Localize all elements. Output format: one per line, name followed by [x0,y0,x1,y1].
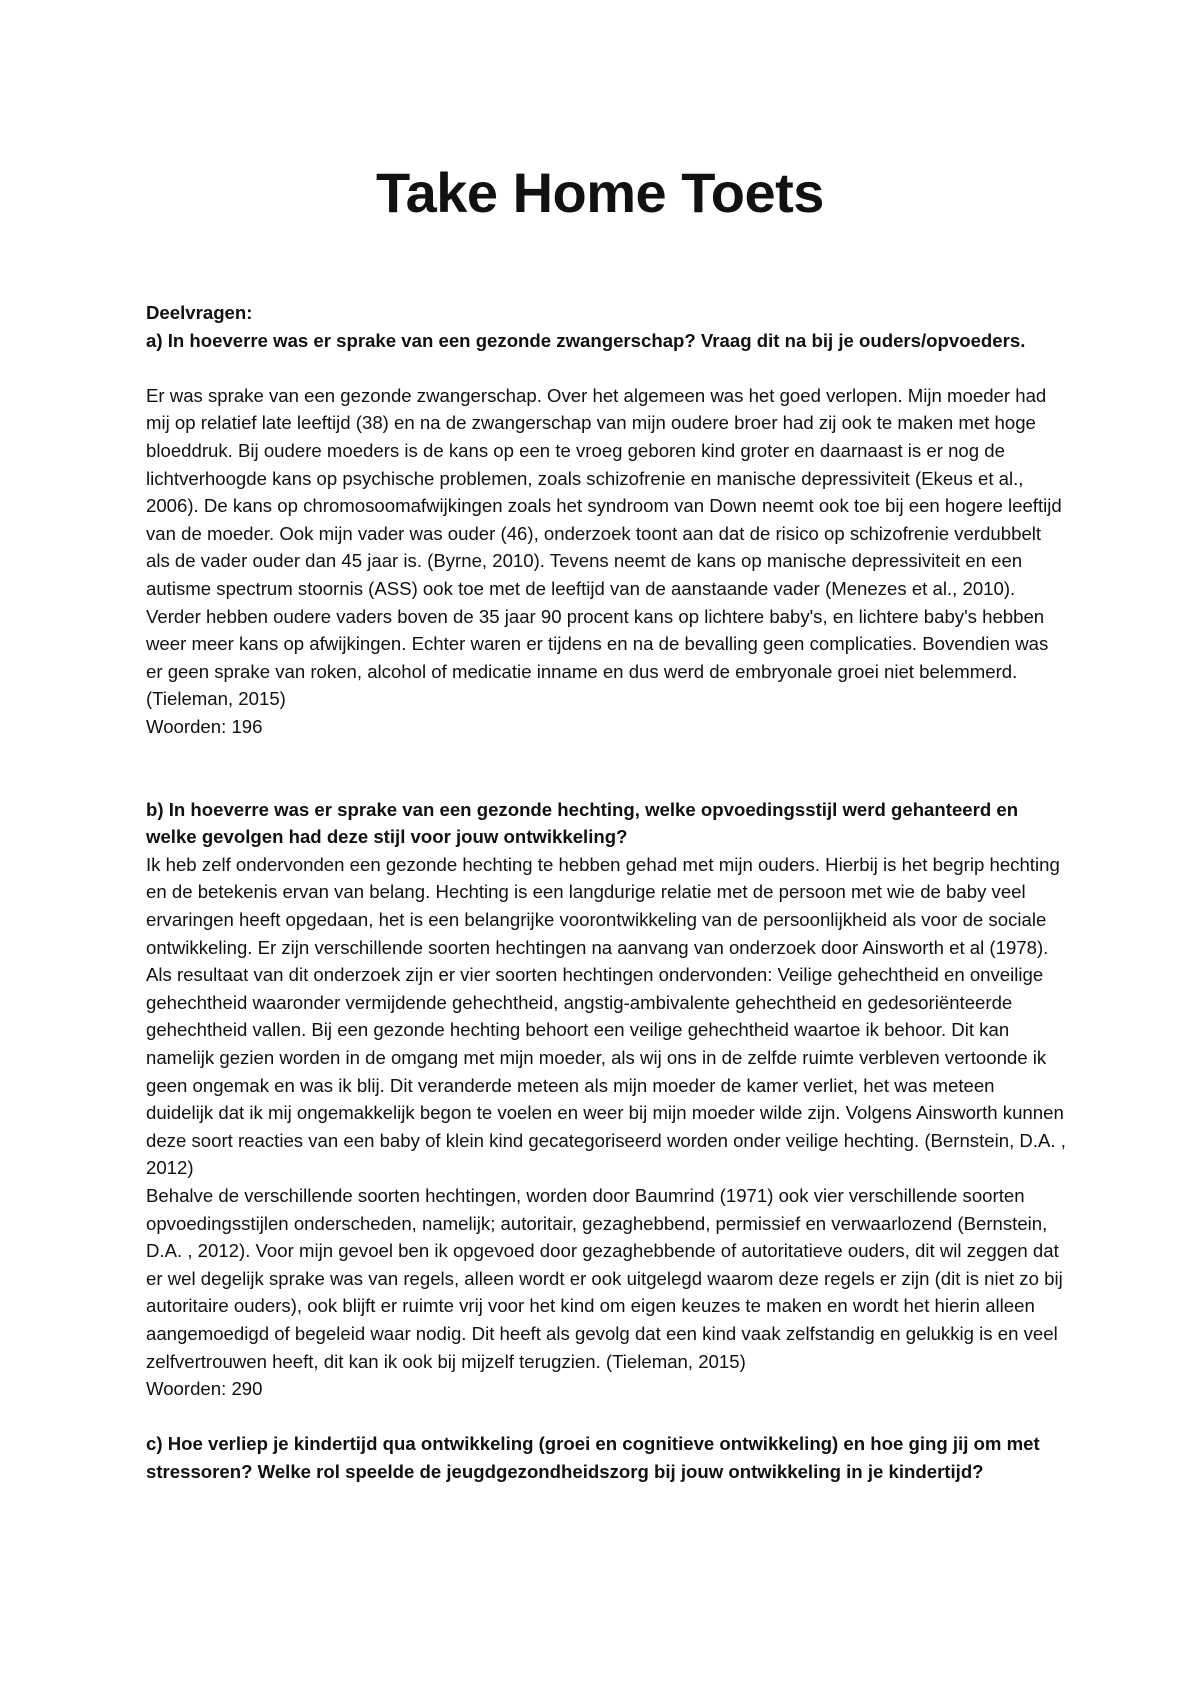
spacer [146,1403,1066,1431]
page-title: Take Home Toets [376,161,824,224]
question-c: c) Hoe verliep je kindertijd qua ontwikkeling (groei en cognitieve ontwikkeling) en hoe ging jij om met stressoren? Welke rol speelde de jeugdgezondheidszorg bij jouw ontwikkeling in je kindertijd? [146,1433,1040,1482]
answer-b-part-1: Ik heb zelf ondervonden een gezonde hechting te hebben gehad met mijn ouders. Hierbij is het begrip hechting en de betekenis ervan van belang. Hechting is een langdurige relatie met de persoon met wie de baby veel ervaringen heeft opgedaan, het is een belangrijke voorontwikkeling van de persoonlijkheid als voor de sociale ontwikkeling. Er zijn verschillende soorten hechtingen na aanvang van onderzoek door Ainsworth et al (1978). Als resultaat van dit onderzoek zijn er vier soorten hechtingen ondervonden: Veilige gehechtheid en onveilige gehechtheid waaronder vermijdende gehechtheid, angstig-ambivalente gehechtheid en gedesoriënteerde gehechtheid vallen. Bij een gezonde hechting behoort een veilige gehechtheid waartoe ik behoor. Dit kan namelijk gezien worden in de omgang met mijn moeder, als wij ons in de zelfde ruimte verbleven vertoonde ik geen ongemak en was ik blij. Dit veranderde meteen als mijn moeder de kamer verliet, het was meteen duidelijk dat ik mij ongemakkelijk begon te voelen en weer bij mijn moeder wilde zijn. Volgens Ainsworth kunnen deze soort reacties van een baby of klein kind gecategoriseerd worden onder veilige hechting. (Bernstein, D.A. , 2012) [146,853,1066,1179]
question-b: b) In hoeverre was er sprake van een gezonde hechting, welke opvoedingsstijl werd gehanteerd en welke gevolgen had deze stijl voor jouw ontwikkeling? [146,798,1019,848]
answer-b-part-2: Behalve de verschillende soorten hechtingen, worden door Baumrind (1971) ook vier verschillende soorten opvoedingsstijlen onderscheden, namelijk; autoritair, gezaghebbend, permissief en verwaarlozend (Bernstein, D.A. , 2012). Voor mijn gevoel ben ik opgevoed door gezaghebbende of autoritatieve ouders, dit wil zeggen dat er wel degelijk sprake was van regels, alleen wordt er ook uitgelegd waarom deze regels er zijn (dit is niet zo bij autoritaire ouders), ook blijft er ruimte vrij voor het kind om eigen keuzes te maken en wordt het hierin alleen aangemoedigd of begeleid waar nodig. Dit heeft als gevolg dat een kind vaak zelfstandig en gelukkig is en veel zelfvertrouwen heeft, dit kan ik ook bij mijzelf terugzien. (Tieleman, 2015) [146,1185,1063,1372]
spacer [146,354,1066,382]
citation-a: (Tieleman, 2015) [146,688,286,710]
spacer [146,741,1066,769]
question-a: a) In hoeverre was er sprake van een gezonde zwangerschap? Vraag dit na bij je ouders/opvoeders. [146,329,1026,351]
word-count-a: Woorden: 196 [146,715,263,737]
answer-a: Er was sprake van een gezonde zwangerschap. Over het algemeen was het goed verlopen. Mijn moeder had mij op relatief late leeftijd (38) en na de zwangerschap van mijn oudere broer had zij ook te maken met hoge bloeddruk. Bij oudere moeders is de kans op een te vroeg geboren kind groter en daarnaast is er nog de lichtverhoogde kans op psychische problemen, zoals schizofrenie en manische depressiviteit (Ekeus et al., 2006). De kans op chromosoomafwijkingen zoals het syndroom van Down neemt ook toe bij een hogere leeftijd van de moeder. Ook mijn vader was ouder (46), onderzoek toont aan dat de risico op schizofrenie verdubbelt als de vader ouder dan 45 jaar is. (Byrne, 2010). Tevens neemt de kans op manische depressiviteit en een autisme spectrum stoornis (ASS) ook toe met de leeftijd van de aanstaande vader (Menezes et al., 2010). Verder hebben oudere vaders boven de 35 jaar 90 procent kans op lichtere baby's, en lichtere baby's hebben weer meer kans op afwijkingen. Echter waren er tijdens en na de bevalling geen complicaties. Bovendien was er geen sprake van roken, alcohol of medicatie inname en dus werd de embryonale groei niet belemmerd. [146,384,1062,682]
subheading: Deelvragen: [146,302,253,323]
document-body [146,299,1066,1486]
word-count-b: Woorden: 290 [146,1378,263,1400]
spacer [146,768,1066,796]
